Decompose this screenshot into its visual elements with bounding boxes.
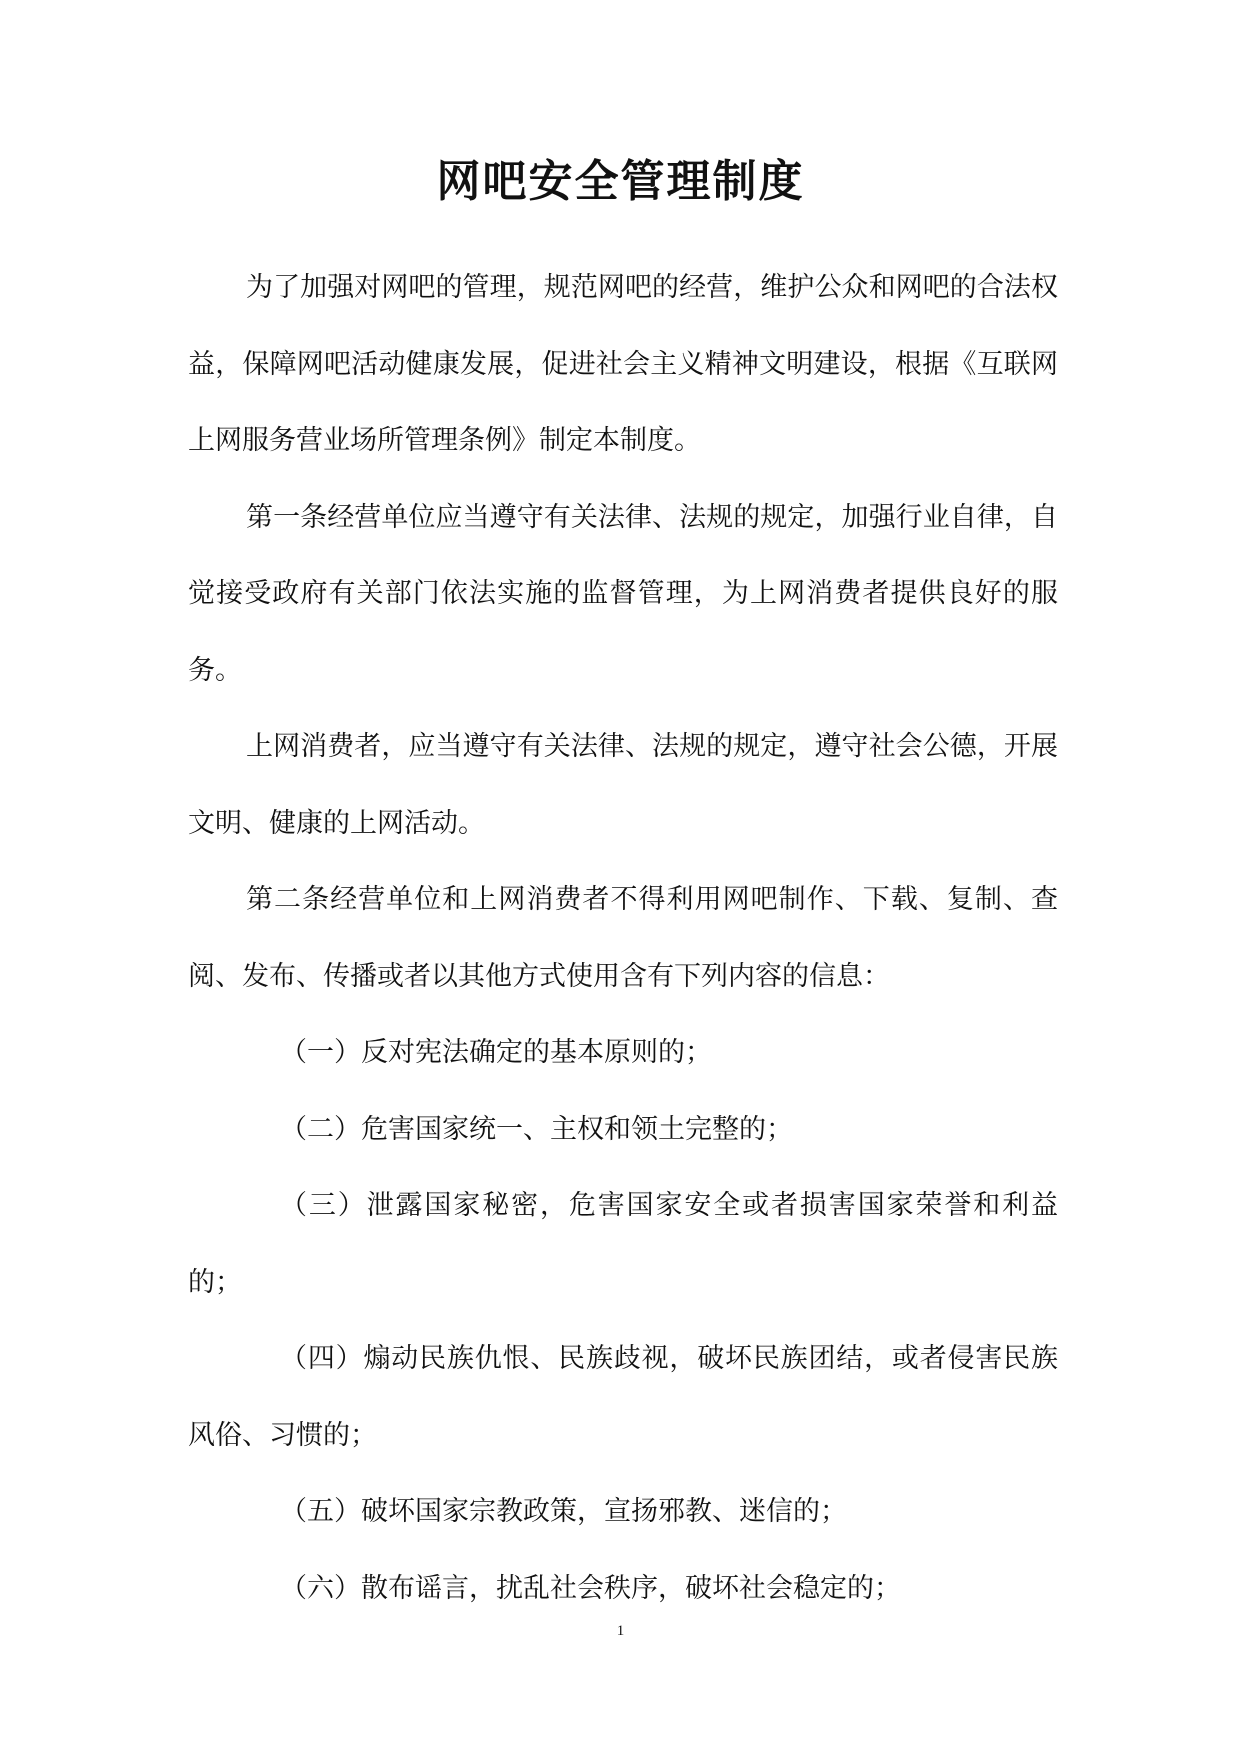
list-item-5: （五）破坏国家宗教政策，宣扬邪教、迷信的；	[280, 1496, 847, 1527]
list-item-3: （三）泄露国家秘密，危害国家安全或者损害国家荣誉和利益的；	[188, 1190, 1058, 1298]
paragraph-intro: 为了加强对网吧的管理，规范网吧的经营，维护公众和网吧的合法权益，保障网吧活动健康发展，促进社会主义精神文明建设，根据《互联网上网服务营业场所管理条例》制定本制度。	[188, 272, 1058, 456]
list-item-1: （一）反对宪法确定的基本原则的；	[280, 1037, 712, 1068]
page-number: 1	[616, 1623, 625, 1639]
list-item-6: （六）散布谣言，扰乱社会秩序，破坏社会稳定的；	[280, 1572, 901, 1604]
document-title: 网吧安全管理制度	[436, 156, 805, 207]
list-item-4: （四）煽动民族仇恨、民族歧视，破坏民族团结，或者侵害民族风俗、习惯的；	[188, 1343, 1058, 1451]
list-item-2: （二）危害国家统一、主权和领土完整的；	[280, 1113, 793, 1145]
paragraph-consumers: 上网消费者，应当遵守有关法律、法规的规定，遵守社会公德，开展文明、健康的上网活动。	[188, 731, 1058, 839]
paragraph-article-2: 第二条经营单位和上网消费者不得利用网吧制作、下载、复制、查阅、发布、传播或者以其他方式使用含有下列内容的信息：	[188, 884, 1058, 992]
document-body	[188, 250, 1058, 1627]
paragraph-article-1: 第一条经营单位应当遵守有关法律、法规的规定，加强行业自律，自觉接受政府有关部门依法实施的监督管理，为上网消费者提供良好的服务。	[188, 501, 1058, 686]
